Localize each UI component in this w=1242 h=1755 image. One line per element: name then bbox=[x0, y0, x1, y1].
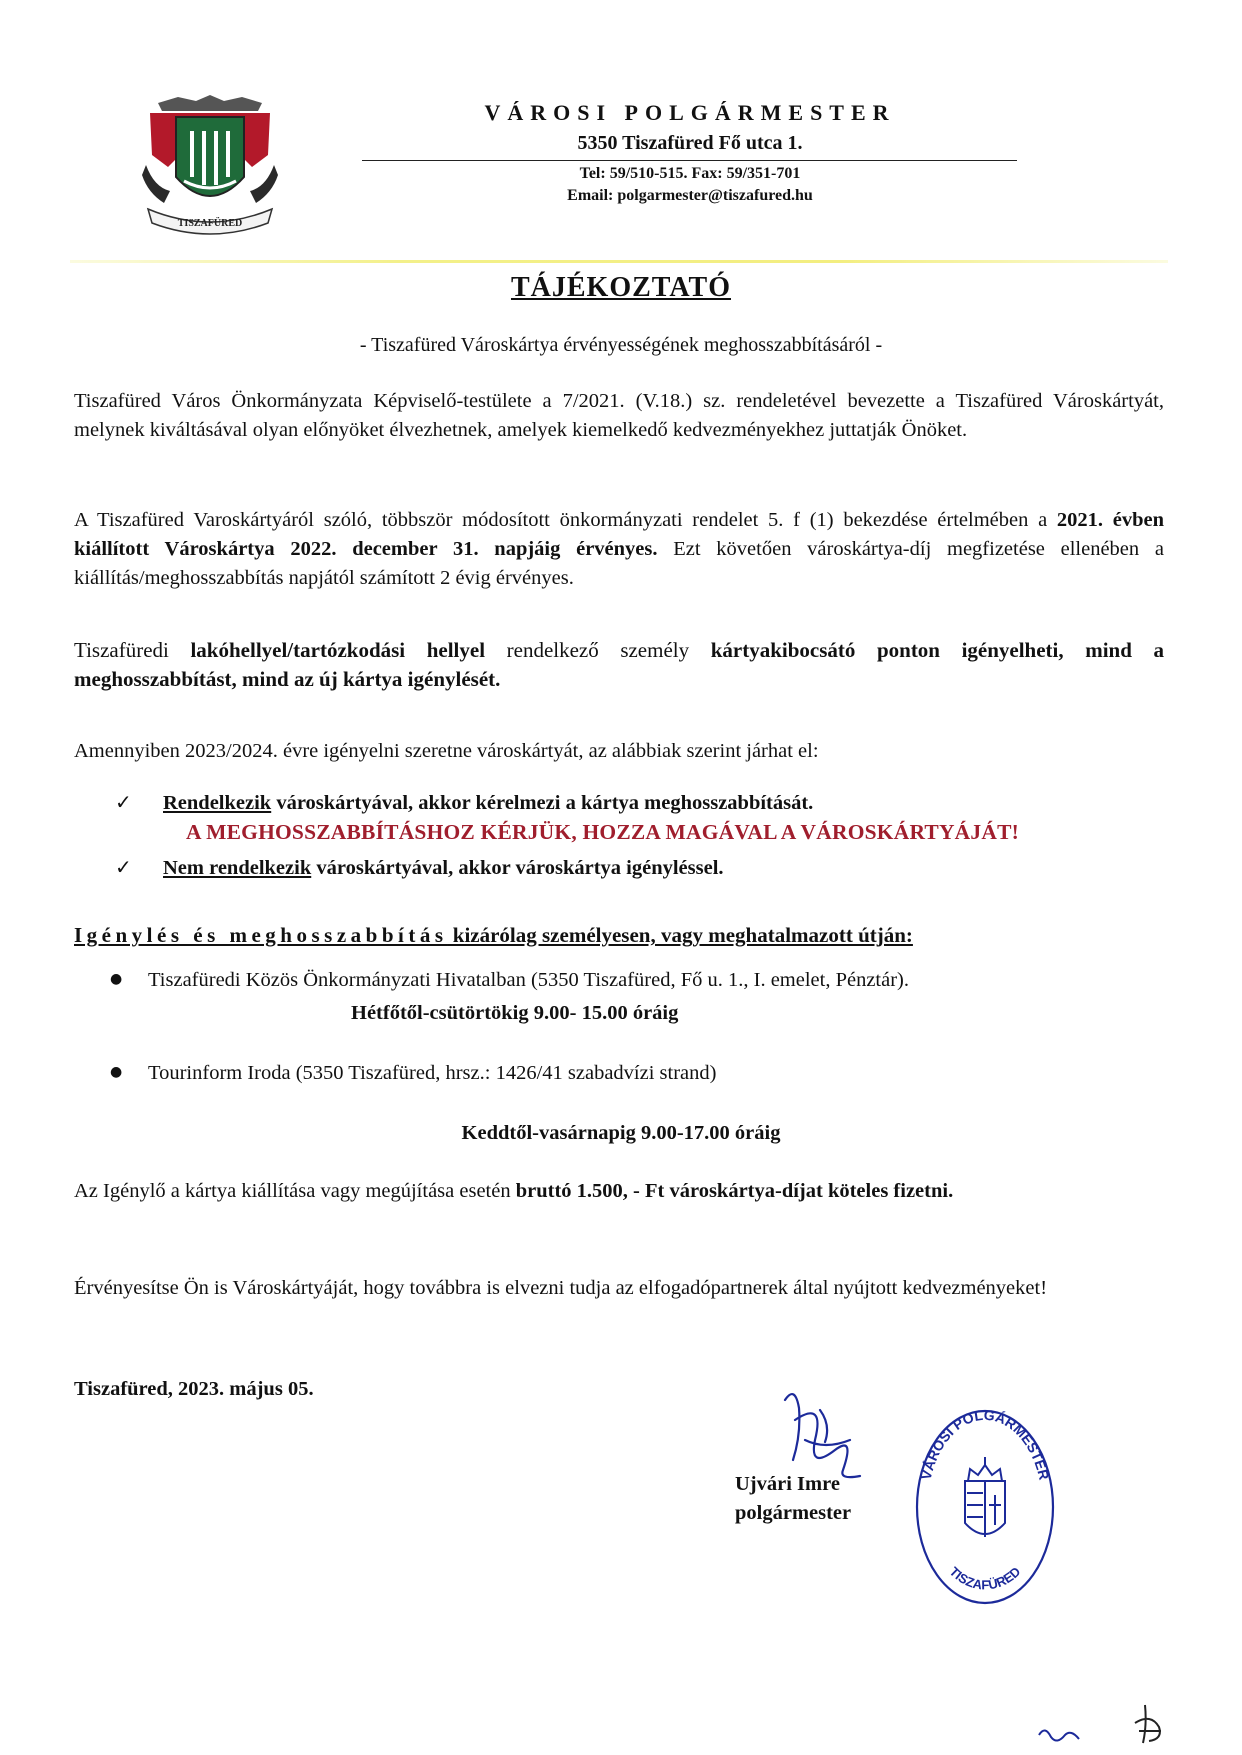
location-item-office bbox=[110, 969, 909, 992]
location-hours-office: Hétfőtől-csütörtökig 9.00- 15.00 óráig bbox=[351, 1002, 679, 1024]
paragraph-validity bbox=[74, 506, 1164, 593]
document-date: Tiszafüred, 2023. május 05. bbox=[74, 1378, 314, 1400]
office-email: Email: polgarmester@tiszafured.hu bbox=[567, 187, 813, 204]
location-text: Tiszafüredi Közös Önkormányzati Hivatalban (5350 Tiszafüred, Fő u. 1., I. emelet, Pénztár). bbox=[148, 969, 909, 991]
checkmark-icon: ✓ bbox=[115, 790, 132, 814]
stamp-top-text: VÁROSI POLGÁRMESTER bbox=[917, 1406, 1053, 1482]
text-span: Tiszafüredi bbox=[74, 638, 191, 662]
text-span: Ezt követően városkártya-díj megfizetése ellenében a kiállítás/meghosszabbítás napjától számított 2 évig érvényes. bbox=[74, 538, 1164, 589]
location-hours-tourinform: Keddtől-vasárnapig 9.00-17.00 óráig bbox=[461, 1122, 781, 1144]
coat-of-arms-label: TISZAFÜRED bbox=[177, 218, 243, 229]
location-text: Tourinform Iroda (5350 Tiszafüred, hrsz.: 1426/41 szabadvízi strand) bbox=[148, 1062, 717, 1084]
yellow-divider bbox=[70, 260, 1168, 263]
header-divider bbox=[362, 160, 1017, 161]
document-subtitle: - Tiszafüred Városkártya érvényességének meghosszabbításáról - bbox=[359, 334, 883, 356]
hungarian-crest-icon bbox=[965, 1457, 1005, 1537]
text-span: rendelkező személy bbox=[485, 638, 711, 662]
initials-mark bbox=[1035, 1695, 1185, 1755]
option-item-has-card bbox=[115, 790, 813, 815]
coat-of-arms-icon bbox=[140, 95, 280, 240]
text-span: A Tiszafüred Varoskártyáról szóló, többször módosított önkormányzati rendelet 5. f (1) bekezdése értelmében a bbox=[74, 509, 1057, 531]
signatory-block bbox=[735, 1470, 851, 1528]
office-title: VÁROSI POLGÁRMESTER bbox=[484, 100, 896, 125]
section-heading-rest: kizárólag személyesen, vagy meghatalmazott útján: bbox=[447, 923, 913, 947]
option-lead: Nem rendelkezik bbox=[163, 857, 312, 879]
official-stamp bbox=[910, 1405, 1060, 1610]
section-heading bbox=[74, 923, 913, 948]
paragraph-closing: Érvényesítse Ön is Városkártyáját, hogy továbbra is elvezni tudja az elfogadópartnerek által nyújtott kedvezményeket! bbox=[74, 1277, 1048, 1299]
bullet-icon: ● bbox=[110, 1064, 123, 1080]
signatory-title: polgármester bbox=[735, 1502, 852, 1524]
office-address: 5350 Tiszafüred Fő utca 1. bbox=[577, 132, 803, 154]
bullet-icon: ● bbox=[110, 971, 123, 987]
fee-bold: bruttó 1.500, - Ft városkártya-díjat köteles fizetni. bbox=[515, 1180, 954, 1202]
residence-bold: lakóhellyel/tartózkodási hellyel bbox=[190, 638, 486, 662]
checkmark-icon: ✓ bbox=[115, 855, 132, 879]
validity-bold: 2021. évben kiállított Városkártya 2022. december 31. napjáig érvényes. bbox=[74, 509, 1164, 560]
issuing-point-bold: kártyakibocsátó ponton igényelheti, mind a meghosszabbítást, mind az új kártya igénylését. bbox=[74, 638, 1164, 691]
option-text: városkártyával, akkor városkártya igényléssel. bbox=[311, 857, 724, 879]
warning-notice: A MEGHOSSZABBÍTÁSHOZ KÉRJÜK, HOZZA MAGÁVAL A VÁROSKÁRTYÁJÁT! bbox=[186, 820, 1019, 844]
location-item-tourinform bbox=[110, 1062, 716, 1085]
office-phone-fax: Tel: 59/510-515. Fax: 59/351-701 bbox=[579, 165, 801, 182]
option-lead: Rendelkezik bbox=[163, 792, 272, 814]
document-title: TÁJÉKOZTATÓ bbox=[510, 272, 731, 303]
section-heading-spaced: Igénylés és meghosszabbítás bbox=[74, 923, 448, 947]
text-span: Az Igénylő a kártya kiállítása vagy megújítása esetén bbox=[74, 1180, 516, 1202]
stamp-bottom-text: TISZAFÜRED bbox=[946, 1563, 1024, 1593]
option-item-no-card bbox=[115, 855, 724, 880]
paragraph-intro: Tiszafüred Város Önkormányzata Képviselő-testülete a 7/2021. (V.18.) sz. rendeletével bevezette a Tiszafüred Városkártyát, melynek kiváltásával olyan előnyöket élvezhetnek, amelyek kiemelkedő kedvezményekhez juttatják Önöket. bbox=[74, 390, 1164, 441]
paragraph-options-intro: Amennyiben 2023/2024. évre igényelni szeretne városkártyát, az alábbiak szerint járhat el: bbox=[74, 740, 819, 762]
option-text: városkártyával, akkor kérelmezi a kártya meghosszabbítását. bbox=[271, 792, 814, 814]
signatory-name: Ujvári Imre bbox=[735, 1473, 840, 1495]
paragraph-eligibility bbox=[74, 636, 1164, 694]
paragraph-fee bbox=[74, 1177, 1164, 1206]
